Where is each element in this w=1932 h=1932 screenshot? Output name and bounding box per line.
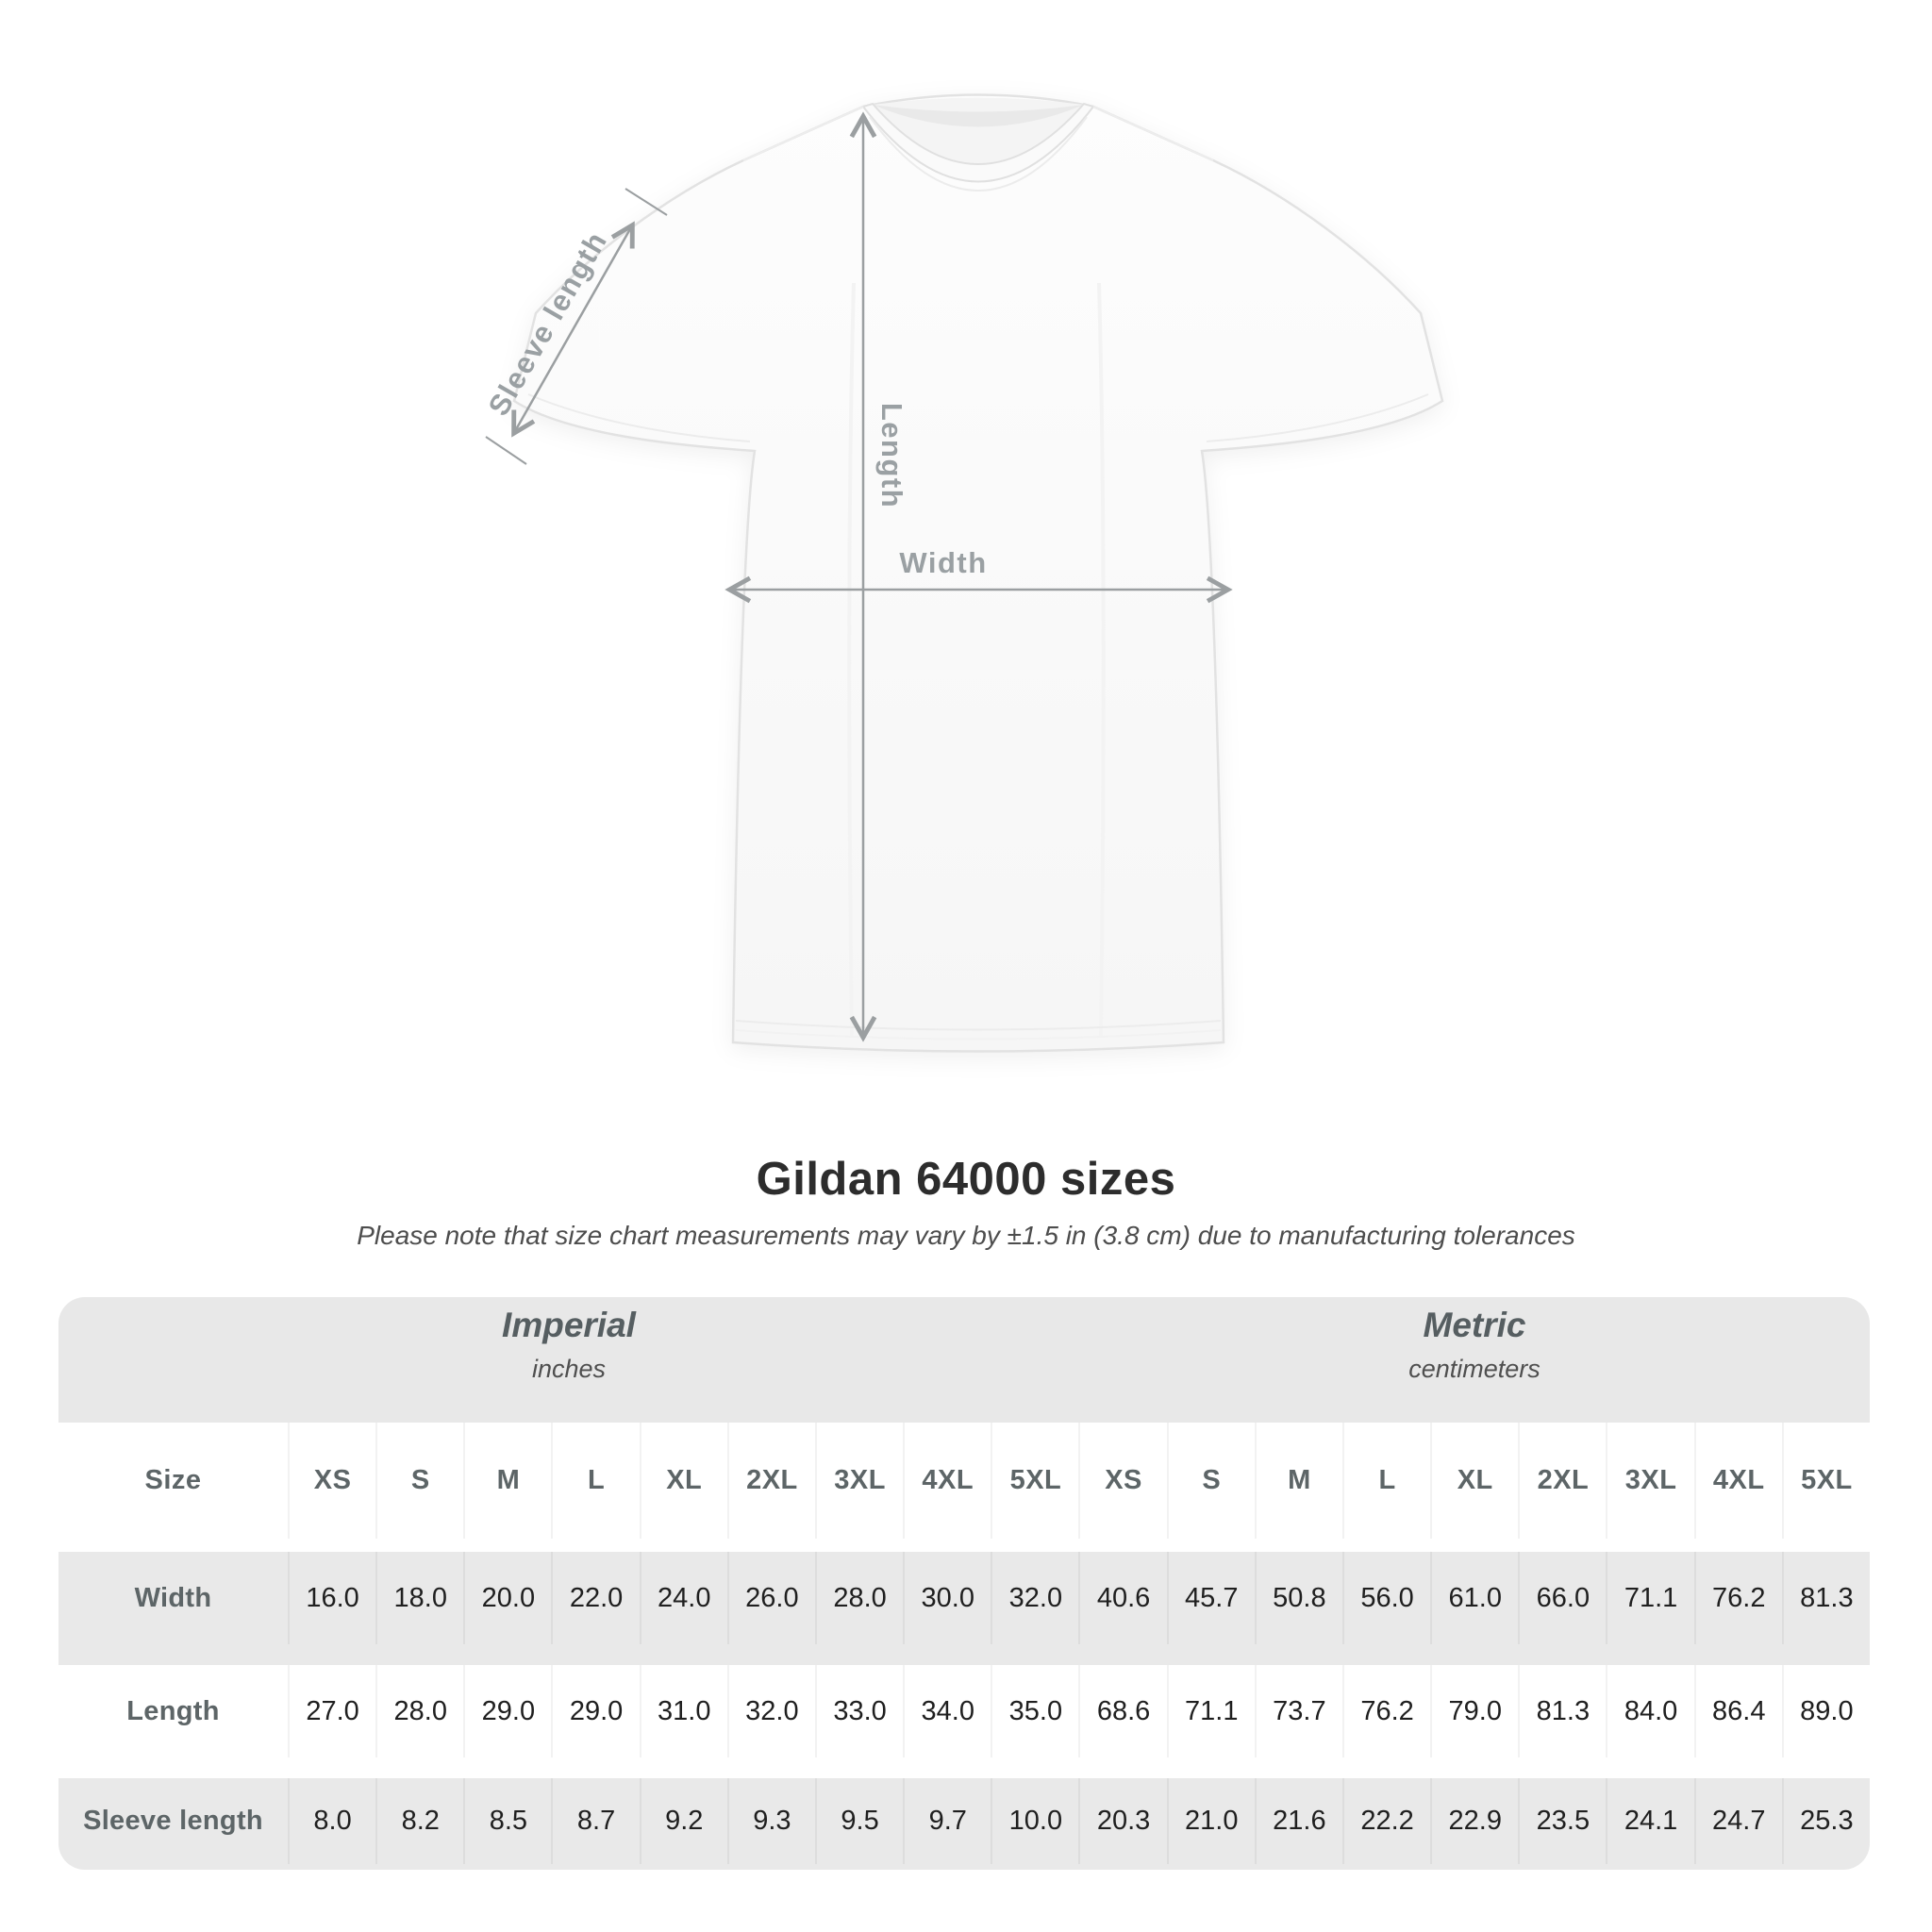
measurement-value: 21.0 [1167, 1778, 1255, 1864]
size-table [58, 1297, 1870, 1870]
size-col-header: 5XL [1782, 1423, 1870, 1539]
measurement-value: 10.0 [991, 1778, 1078, 1864]
measurement-value: 50.8 [1255, 1552, 1342, 1644]
measurement-value: 30.0 [903, 1552, 991, 1644]
measurement-value: 9.5 [815, 1778, 903, 1864]
length-measurement-label: Length [875, 402, 908, 509]
measurement-value: 28.0 [815, 1552, 903, 1644]
measurement-value: 20.3 [1078, 1778, 1166, 1864]
length-row [58, 1665, 1870, 1778]
imperial-header: Imperial [502, 1306, 636, 1344]
measurement-value: 8.0 [288, 1778, 375, 1864]
measurement-value: 16.0 [288, 1552, 375, 1644]
measurement-value: 86.4 [1694, 1665, 1782, 1757]
size-col-header: 3XL [1606, 1423, 1693, 1539]
size-col-header: 2XL [1518, 1423, 1606, 1539]
size-header-row [58, 1423, 1870, 1552]
size-col-header: 5XL [991, 1423, 1078, 1539]
measurement-value: 79.0 [1430, 1665, 1518, 1757]
measurement-value: 28.0 [375, 1665, 463, 1757]
size-col-header: M [1255, 1423, 1342, 1539]
measurement-value: 27.0 [288, 1665, 375, 1757]
tolerance-note: Please note that size chart measurements may vary by ±1.5 in (3.8 cm) due to manufacturing tolerances [357, 1221, 1575, 1250]
measurement-value: 73.7 [1255, 1665, 1342, 1757]
measurement-value: 56.0 [1342, 1552, 1430, 1644]
size-corner-label: Size [144, 1465, 202, 1495]
size-col-header: XS [288, 1423, 375, 1539]
measurement-value: 8.5 [463, 1778, 551, 1864]
size-col-header: L [1342, 1423, 1430, 1539]
measurement-value: 22.9 [1430, 1778, 1518, 1864]
width-measurement-label: Width [899, 546, 988, 579]
measurement-value: 20.0 [463, 1552, 551, 1644]
measurement-value: 9.2 [640, 1778, 727, 1864]
measurement-value: 9.3 [727, 1778, 815, 1864]
measurement-value: 76.2 [1342, 1665, 1430, 1757]
measurement-value: 84.0 [1606, 1665, 1693, 1757]
row-label: Length [126, 1695, 220, 1726]
measurement-value: 24.7 [1694, 1778, 1782, 1864]
size-col-header: XL [640, 1423, 727, 1539]
size-col-header: S [375, 1423, 463, 1539]
measurement-value: 71.1 [1167, 1665, 1255, 1757]
measurement-value: 61.0 [1430, 1552, 1518, 1644]
size-col-header: XL [1430, 1423, 1518, 1539]
measurement-value: 29.0 [463, 1665, 551, 1757]
measurement-value: 24.1 [1606, 1778, 1693, 1864]
sleeve-end-tick [625, 189, 667, 215]
measurement-value: 23.5 [1518, 1778, 1606, 1864]
sleeve-end-tick [486, 437, 526, 464]
measurement-value: 66.0 [1518, 1552, 1606, 1644]
page-title: Gildan 64000 sizes [756, 1154, 1176, 1205]
size-col-header: M [463, 1423, 551, 1539]
size-col-header: 3XL [815, 1423, 903, 1539]
measurement-value: 35.0 [991, 1665, 1078, 1757]
measurement-value: 45.7 [1167, 1552, 1255, 1644]
measurement-value: 22.0 [551, 1552, 639, 1644]
row-label: Sleeve length [83, 1806, 263, 1836]
measurement-value: 8.7 [551, 1778, 639, 1864]
heading-block [0, 1153, 1932, 1251]
measurement-value: 8.2 [375, 1778, 463, 1864]
measurement-value: 40.6 [1078, 1552, 1166, 1644]
width-row [58, 1552, 1870, 1665]
measurement-value: 68.6 [1078, 1665, 1166, 1757]
measurement-value: 71.1 [1606, 1552, 1693, 1644]
imperial-header-group [58, 1305, 1079, 1423]
measurement-value: 33.0 [815, 1665, 903, 1757]
metric-header-group [1079, 1305, 1870, 1423]
size-col-header: 2XL [727, 1423, 815, 1539]
measurement-value: 81.3 [1782, 1552, 1870, 1644]
measurement-value: 21.6 [1255, 1778, 1342, 1864]
imperial-subheader: inches [531, 1355, 607, 1383]
measurement-value: 29.0 [551, 1665, 639, 1757]
size-col-header: XS [1078, 1423, 1166, 1539]
row-label: Width [134, 1582, 212, 1613]
measurement-value: 89.0 [1782, 1665, 1870, 1757]
sleeve-length-measurement-label: Sleeve length [481, 225, 614, 422]
measurement-value: 26.0 [727, 1552, 815, 1644]
measurement-value: 9.7 [903, 1778, 991, 1864]
measurement-value: 76.2 [1694, 1552, 1782, 1644]
measurement-value: 24.0 [640, 1552, 727, 1644]
metric-subheader: centimeters [1408, 1355, 1541, 1383]
unit-header-band [58, 1297, 1870, 1423]
measurement-value: 34.0 [903, 1665, 991, 1757]
size-col-header: S [1167, 1423, 1255, 1539]
measurement-value: 81.3 [1518, 1665, 1606, 1757]
size-col-header: 4XL [903, 1423, 991, 1539]
measurement-value: 25.3 [1782, 1778, 1870, 1864]
measurement-value: 31.0 [640, 1665, 727, 1757]
measurement-value: 32.0 [727, 1665, 815, 1757]
measurement-value: 32.0 [991, 1552, 1078, 1644]
size-col-header: 4XL [1694, 1423, 1782, 1539]
measurement-value: 22.2 [1342, 1778, 1430, 1864]
measurement-value: 18.0 [375, 1552, 463, 1644]
sleeve-length-row [58, 1778, 1870, 1870]
metric-header: Metric [1423, 1306, 1526, 1344]
size-col-header: L [551, 1423, 639, 1539]
